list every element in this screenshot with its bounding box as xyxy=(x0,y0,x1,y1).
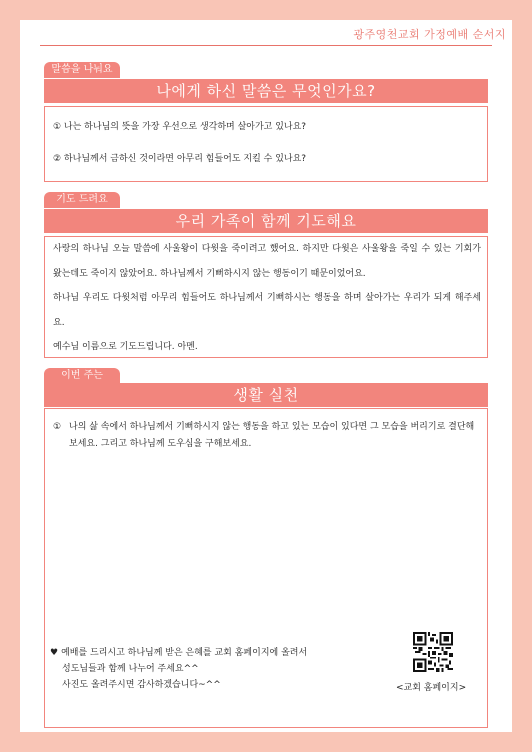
header-divider xyxy=(40,45,492,46)
prayer-paragraph: 예수님 이름으로 기도드립니다. 아멘. xyxy=(53,342,198,352)
practice-number: ① xyxy=(53,422,62,432)
qr-caption: <교회 홈페이지> xyxy=(396,683,467,693)
tab-prayer: 기도 드려요 xyxy=(44,192,120,208)
heart-icon: ♥ xyxy=(50,648,59,658)
header-title: 광주영천교회 가정예배 순서지 xyxy=(353,28,506,41)
practice-text: 나의 삶 속에서 하나님께서 기뻐하시지 않는 행동을 하고 있는 모습이 있다면 그 모습을 버리기로 결단해보세요. 그리고 하나님께 도우심을 구해보세요. xyxy=(69,422,475,449)
prayer-paragraph: 사랑의 하나님 오늘 말씀에 사울왕이 다윗을 죽이려고 했어요. 하지만 다윗은 사울왕을 죽일 수 있는 기회가 왔는데도 죽이지 않았어요. 하나님께서 기뻐하시지 않는 행동이기 때문이었어요. xyxy=(53,244,481,279)
tab-practice: 이번 주는 xyxy=(44,368,120,384)
footer-note xyxy=(50,645,307,693)
practice-item xyxy=(53,419,479,453)
prayer-text xyxy=(53,237,481,360)
qr-code-icon[interactable] xyxy=(413,632,453,672)
banner-prayer: 우리 가족이 함께 기도해요 xyxy=(44,209,488,233)
prayer-paragraph: 하나님 우리도 다윗처럼 아무리 힘들어도 하나님께서 기뻐하시는 행동을 하며 살아가는 우리가 되게 해주세요. xyxy=(53,293,481,328)
footer-line-1: 예배를 드리시고 하나님께 받은 은혜를 교회 홈페이지에 올려서 xyxy=(61,648,308,658)
tab-word: 말씀을 나눠요 xyxy=(44,62,120,78)
banner-word: 나에게 하신 말씀은 무엇인가요? xyxy=(44,79,488,103)
prayer-box xyxy=(44,236,488,358)
banner-practice: 생활 실천 xyxy=(44,383,488,407)
word-questions-box xyxy=(44,106,488,182)
footer-line-2: 성도님들과 함께 나누어 주세요^^ xyxy=(62,664,199,674)
question-1: ① 나는 하나님의 뜻을 가장 우선으로 생각하며 살아가고 있나요? xyxy=(53,122,307,132)
question-2: ② 하나님께서 금하신 것이라면 아무리 힘들어도 지킬 수 있나요? xyxy=(53,154,307,164)
footer-line-3: 사진도 올려주시면 감사하겠습니다~^^ xyxy=(62,680,221,690)
